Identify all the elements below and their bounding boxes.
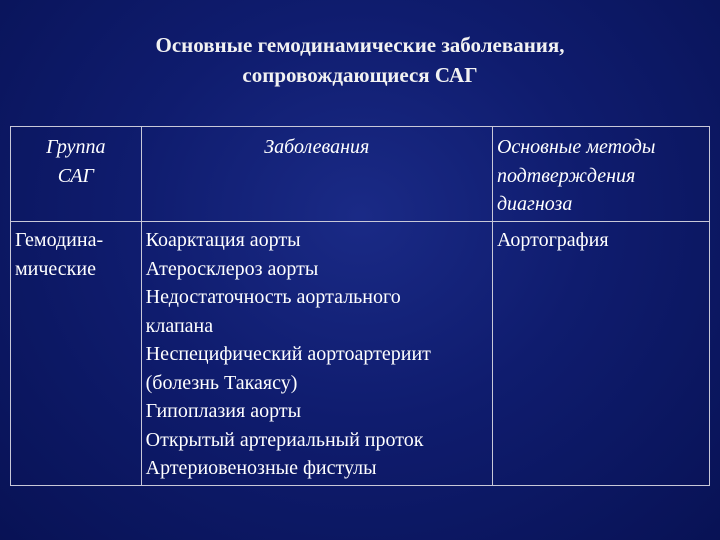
disease-line: Коарктация аорты	[145, 229, 301, 251]
header-group-line: Группа	[46, 136, 106, 158]
cell-group	[11, 222, 142, 486]
disease-line: клапана	[145, 314, 214, 337]
group-line: Гемодина-	[15, 229, 104, 251]
header-group-line: САГ	[57, 164, 94, 187]
header-methods	[492, 127, 709, 222]
slide-title	[0, 30, 720, 90]
header-diseases-line: Заболевания	[264, 136, 370, 158]
header-methods-line: Основные методы	[496, 136, 656, 158]
diseases-table	[10, 126, 710, 486]
title-line-2: сопровождающиеся САГ	[242, 63, 478, 87]
cell-diseases	[141, 222, 492, 486]
group-line: мические	[15, 257, 96, 280]
disease-line: Артериовенозные фистулы	[145, 457, 377, 479]
disease-line: Недостаточность аортального	[145, 286, 401, 308]
header-diseases	[141, 127, 492, 222]
header-methods-line: подтверждения	[496, 164, 636, 187]
disease-line: Неспецифический аортоартериит	[145, 343, 431, 365]
cell-methods	[492, 222, 709, 486]
header-group	[11, 127, 142, 222]
header-methods-line: диагноза	[496, 193, 573, 215]
table-row	[11, 222, 710, 486]
method-line: Аортография	[496, 229, 609, 251]
table-header-row	[11, 127, 710, 222]
disease-line: Гипоплазия аорты	[145, 400, 302, 422]
title-line-1: Основные гемодинамические заболевания,	[155, 33, 565, 57]
disease-line: Атеросклероз аорты	[145, 257, 319, 280]
disease-line: Открытый артериальный проток	[145, 428, 424, 451]
disease-line: (болезнь Такаясу)	[145, 371, 298, 394]
